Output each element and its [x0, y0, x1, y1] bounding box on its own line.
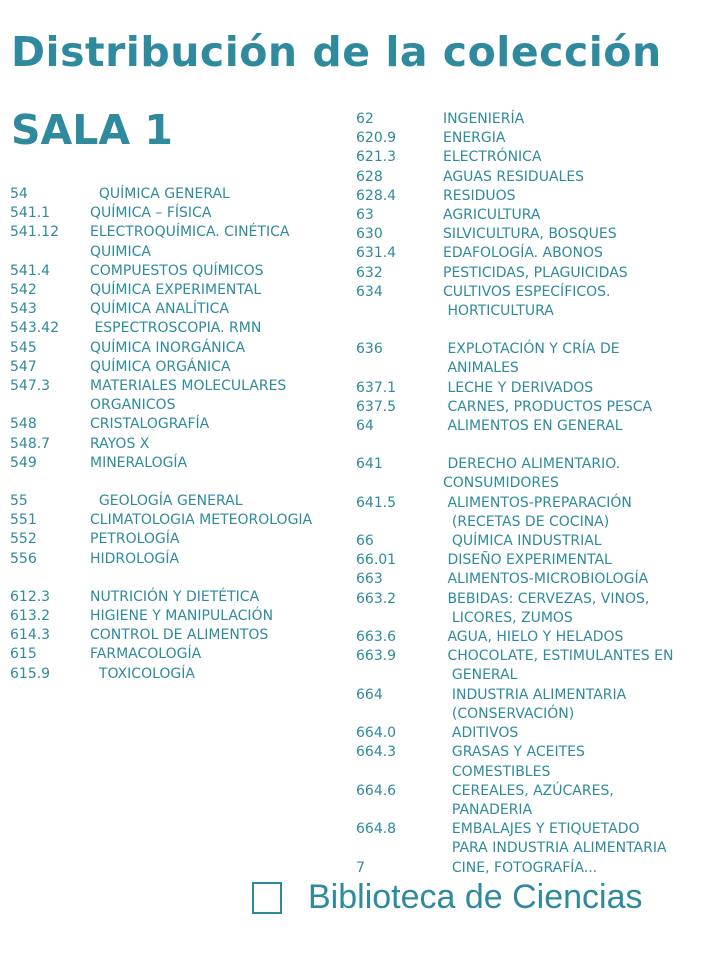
classification-code: [356, 801, 443, 820]
list-item: [356, 398, 718, 417]
subject-label: CEREALES, AZÚCARES,: [443, 782, 614, 799]
classification-code: 631.4: [356, 245, 397, 262]
classification-code: 663: [356, 571, 383, 588]
subject-label: EDAFOLOGÍA. ABONOS: [443, 245, 603, 262]
subject-label: CONSUMIDORES: [443, 475, 559, 492]
room-title: SALA 1: [11, 106, 173, 154]
subject-label: TOXICOLOGÍA: [90, 665, 195, 682]
classification-code: 547: [10, 358, 37, 375]
classification-code: 621.3: [356, 149, 397, 166]
classification-code: 54: [10, 186, 28, 202]
classification-code: 541.12: [10, 224, 59, 241]
classification-code: 664.0: [356, 725, 397, 742]
classification-code: 663.9: [356, 648, 397, 665]
subject-label: QUIMICA: [90, 243, 151, 260]
list-item: [10, 358, 355, 377]
subject-label: AGUAS RESIDUALES: [443, 168, 585, 185]
classification-code: 542: [10, 282, 37, 299]
subject-label: ANIMALES: [443, 360, 519, 377]
list-item: [356, 244, 718, 263]
classification-code: 664.6: [356, 782, 397, 799]
subject-label: HORTICULTURA: [443, 303, 554, 320]
list-item: [10, 550, 355, 569]
subject-label: COMESTIBLES: [443, 763, 551, 780]
subject-label: QUÍMICA INDUSTRIAL: [443, 533, 602, 550]
classification-code: 615: [10, 646, 37, 663]
list-item: [356, 859, 718, 878]
classification-code: 628.4: [356, 187, 397, 204]
subject-label: PANADERIA: [443, 801, 533, 818]
list-item: [356, 168, 718, 187]
subject-label: FARMACOLOGÍA: [90, 646, 202, 663]
list-item: [10, 377, 355, 396]
subject-label: HIDROLOGÍA: [90, 550, 180, 567]
spacer: [10, 569, 355, 588]
classification-code: 541.1: [10, 205, 51, 222]
classification-code: 548.7: [10, 435, 51, 452]
classification-code: 64: [356, 418, 374, 435]
classification-code: 636: [356, 341, 383, 358]
subject-label: DERECHO ALIMENTARIO.: [443, 456, 621, 473]
list-item: [356, 264, 718, 283]
list-item: [10, 281, 355, 300]
subject-label: GEOLOGÍA GENERAL: [90, 493, 243, 510]
subject-label: ORGANICOS: [90, 397, 176, 414]
subject-label: MINERALOGÍA: [90, 454, 188, 471]
subject-label: QUÍMICA GENERAL: [90, 186, 230, 202]
subject-label: QUÍMICA ANALÍTICA: [90, 301, 229, 318]
classification-code: [356, 359, 443, 378]
classification-code: 634: [356, 283, 383, 300]
subject-label: INGENIERÍA: [443, 111, 525, 127]
list-item: [10, 262, 355, 281]
subject-label: AGUA, HIELO Y HELADOS: [443, 629, 624, 646]
list-item: [356, 283, 718, 302]
list-item: [10, 492, 355, 511]
classification-code: [10, 396, 90, 415]
classification-code: 630: [356, 226, 383, 243]
list-item: [356, 839, 718, 858]
subject-label: GENERAL: [443, 667, 518, 684]
classification-code: 543.42: [10, 320, 59, 337]
subject-label: PESTICIDAS, PLAGUICIDAS: [443, 264, 628, 281]
subject-label: CONTROL DE ALIMENTOS: [90, 627, 269, 644]
list-item: [356, 417, 718, 436]
classification-code: 628: [356, 168, 383, 185]
classification-code: 545: [10, 339, 37, 356]
classification-code: 66: [356, 533, 374, 550]
footer: [252, 878, 643, 917]
classification-code: [356, 763, 443, 782]
classification-code: 55: [10, 493, 28, 510]
list-item: [356, 820, 718, 839]
classification-code: 641.5: [356, 494, 397, 511]
subject-label: HIGIENE Y MANIPULACIÓN: [90, 608, 274, 625]
square-outline-icon: [252, 882, 282, 914]
list-item: [356, 148, 718, 167]
list-item: [356, 455, 718, 474]
list-item: [10, 588, 355, 607]
list-item: [356, 187, 718, 206]
subject-label: EMBALAJES Y ETIQUETADO: [443, 821, 640, 838]
list-item: [356, 359, 718, 378]
list-item: [10, 626, 355, 645]
classification-code: 551: [10, 512, 37, 529]
left-column-list: [10, 185, 355, 684]
classification-code: 548: [10, 416, 37, 433]
subject-label: ALIMENTOS-PREPARACIÓN: [443, 494, 632, 511]
list-item: [356, 647, 718, 666]
list-item: [10, 339, 355, 358]
classification-code: 552: [10, 531, 37, 548]
subject-label: COMPUESTOS QUÍMICOS: [90, 262, 264, 279]
list-item: [10, 665, 355, 684]
list-item: [356, 666, 718, 685]
subject-label: CULTIVOS ESPECÍFICOS.: [443, 283, 611, 300]
spacer: [356, 321, 718, 340]
list-item: [356, 532, 718, 551]
classification-code: 641: [356, 456, 383, 473]
list-item: [356, 494, 718, 513]
subject-label: (CONSERVACIÓN): [443, 705, 575, 722]
subject-label: LECHE Y DERIVADOS: [443, 379, 594, 396]
list-item: [356, 110, 718, 129]
classification-code: 543: [10, 301, 37, 318]
subject-label: ESPECTROSCOPIA. RMN: [90, 320, 262, 337]
list-item: [356, 206, 718, 225]
list-item: [356, 379, 718, 398]
subject-label: ELECTRÓNICA: [443, 149, 542, 166]
list-item: [356, 590, 718, 609]
list-item: [10, 645, 355, 664]
list-item: [10, 607, 355, 626]
classification-code: 66.01: [356, 552, 397, 569]
subject-label: DISEÑO EXPERIMENTAL: [443, 552, 612, 569]
classification-code: 612.3: [10, 588, 51, 605]
list-item: [356, 551, 718, 570]
list-item: [356, 609, 718, 628]
list-item: [10, 435, 355, 454]
subject-label: AGRICULTURA: [443, 207, 541, 224]
list-item: [10, 185, 355, 204]
classification-code: 62: [356, 111, 374, 127]
list-item: [356, 474, 718, 493]
classification-code: 614.3: [10, 627, 51, 644]
list-item: [10, 319, 355, 338]
list-item: [10, 396, 355, 415]
subject-label: QUÍMICA EXPERIMENTAL: [90, 282, 262, 299]
subject-label: QUÍMICA ORGÁNICA: [90, 358, 231, 375]
classification-code: 541.4: [10, 262, 51, 279]
spacer: [356, 436, 718, 455]
list-item: [356, 763, 718, 782]
subject-label: EXPLOTACIÓN Y CRÍA DE: [443, 341, 620, 358]
list-item: [356, 225, 718, 244]
classification-code: 664.3: [356, 744, 397, 761]
spacer: [10, 473, 355, 492]
classification-code: 637.5: [356, 398, 397, 415]
subject-label: CRISTALOGRAFÍA: [90, 416, 210, 433]
subject-label: ALIMENTOS-MICROBIOLOGÍA: [443, 571, 649, 588]
list-item: [356, 340, 718, 359]
subject-label: ENERGIA: [443, 130, 506, 147]
subject-label: QUÍMICA – FÍSICA: [90, 205, 212, 222]
list-item: [356, 782, 718, 801]
classification-code: [10, 243, 90, 262]
subject-label: SILVICULTURA, BOSQUES: [443, 226, 617, 243]
list-item: [356, 801, 718, 820]
subject-label: GRASAS Y ACEITES: [443, 744, 585, 761]
subject-label: CHOCOLATE, ESTIMULANTES EN: [443, 648, 674, 665]
right-column-list: [356, 110, 718, 878]
list-item: [356, 724, 718, 743]
subject-label: INDUSTRIA ALIMENTARIA: [443, 686, 627, 703]
list-item: [10, 511, 355, 530]
subject-label: CLIMATOLOGIA METEOROLOGIA: [90, 512, 313, 529]
list-item: [10, 415, 355, 434]
classification-code: [356, 839, 443, 858]
list-item: [10, 530, 355, 549]
classification-code: [356, 705, 443, 724]
classification-code: [356, 302, 443, 321]
subject-label: NUTRICIÓN Y DIETÉTICA: [90, 588, 260, 605]
classification-code: 663.2: [356, 590, 397, 607]
page-title: Distribución de la colección: [11, 28, 662, 76]
list-item: [10, 223, 355, 242]
classification-code: [356, 609, 443, 628]
classification-code: 632: [356, 264, 383, 281]
classification-code: 664: [356, 686, 383, 703]
subject-label: CARNES, PRODUCTOS PESCA: [443, 398, 653, 415]
subject-label: BEBIDAS: CERVEZAS, VINOS,: [443, 590, 650, 607]
list-item: [10, 454, 355, 473]
subject-label: ALIMENTOS EN GENERAL: [443, 418, 623, 435]
list-item: [356, 129, 718, 148]
classification-code: [356, 474, 443, 493]
classification-code: 556: [10, 550, 37, 567]
list-item: [356, 628, 718, 647]
list-item: [10, 300, 355, 319]
classification-code: [356, 513, 443, 532]
subject-label: ELECTROQUÍMICA. CINÉTICA: [90, 224, 290, 241]
subject-label: PARA INDUSTRIA ALIMENTARIA: [443, 840, 667, 857]
subject-label: RAYOS X: [90, 435, 150, 452]
list-item: [10, 243, 355, 262]
subject-label: RESIDUOS: [443, 187, 516, 204]
classification-code: 7: [356, 859, 365, 876]
classification-code: 547.3: [10, 378, 51, 395]
library-name: Biblioteca de Ciencias: [308, 878, 643, 916]
subject-label: MATERIALES MOLECULARES: [90, 378, 287, 395]
list-item: [356, 513, 718, 532]
subject-label: LICORES, ZUMOS: [443, 609, 573, 626]
classification-code: 549: [10, 454, 37, 471]
subject-label: CINE, FOTOGRAFÍA...: [443, 859, 598, 876]
list-item: [356, 302, 718, 321]
subject-label: PETROLOGÍA: [90, 531, 180, 548]
classification-code: 620.9: [356, 130, 397, 147]
classification-code: [356, 666, 443, 685]
list-item: [10, 204, 355, 223]
list-item: [356, 686, 718, 705]
classification-code: 664.8: [356, 821, 397, 838]
subject-label: (RECETAS DE COCINA): [443, 513, 610, 530]
subject-label: ADITIVOS: [443, 725, 519, 742]
list-item: [356, 705, 718, 724]
classification-code: 613.2: [10, 608, 51, 625]
classification-code: 63: [356, 207, 374, 224]
classification-code: 663.6: [356, 629, 397, 646]
classification-code: 637.1: [356, 379, 397, 396]
list-item: [356, 570, 718, 589]
classification-code: 615.9: [10, 665, 51, 682]
subject-label: QUÍMICA INORGÁNICA: [90, 339, 246, 356]
list-item: [356, 743, 718, 762]
